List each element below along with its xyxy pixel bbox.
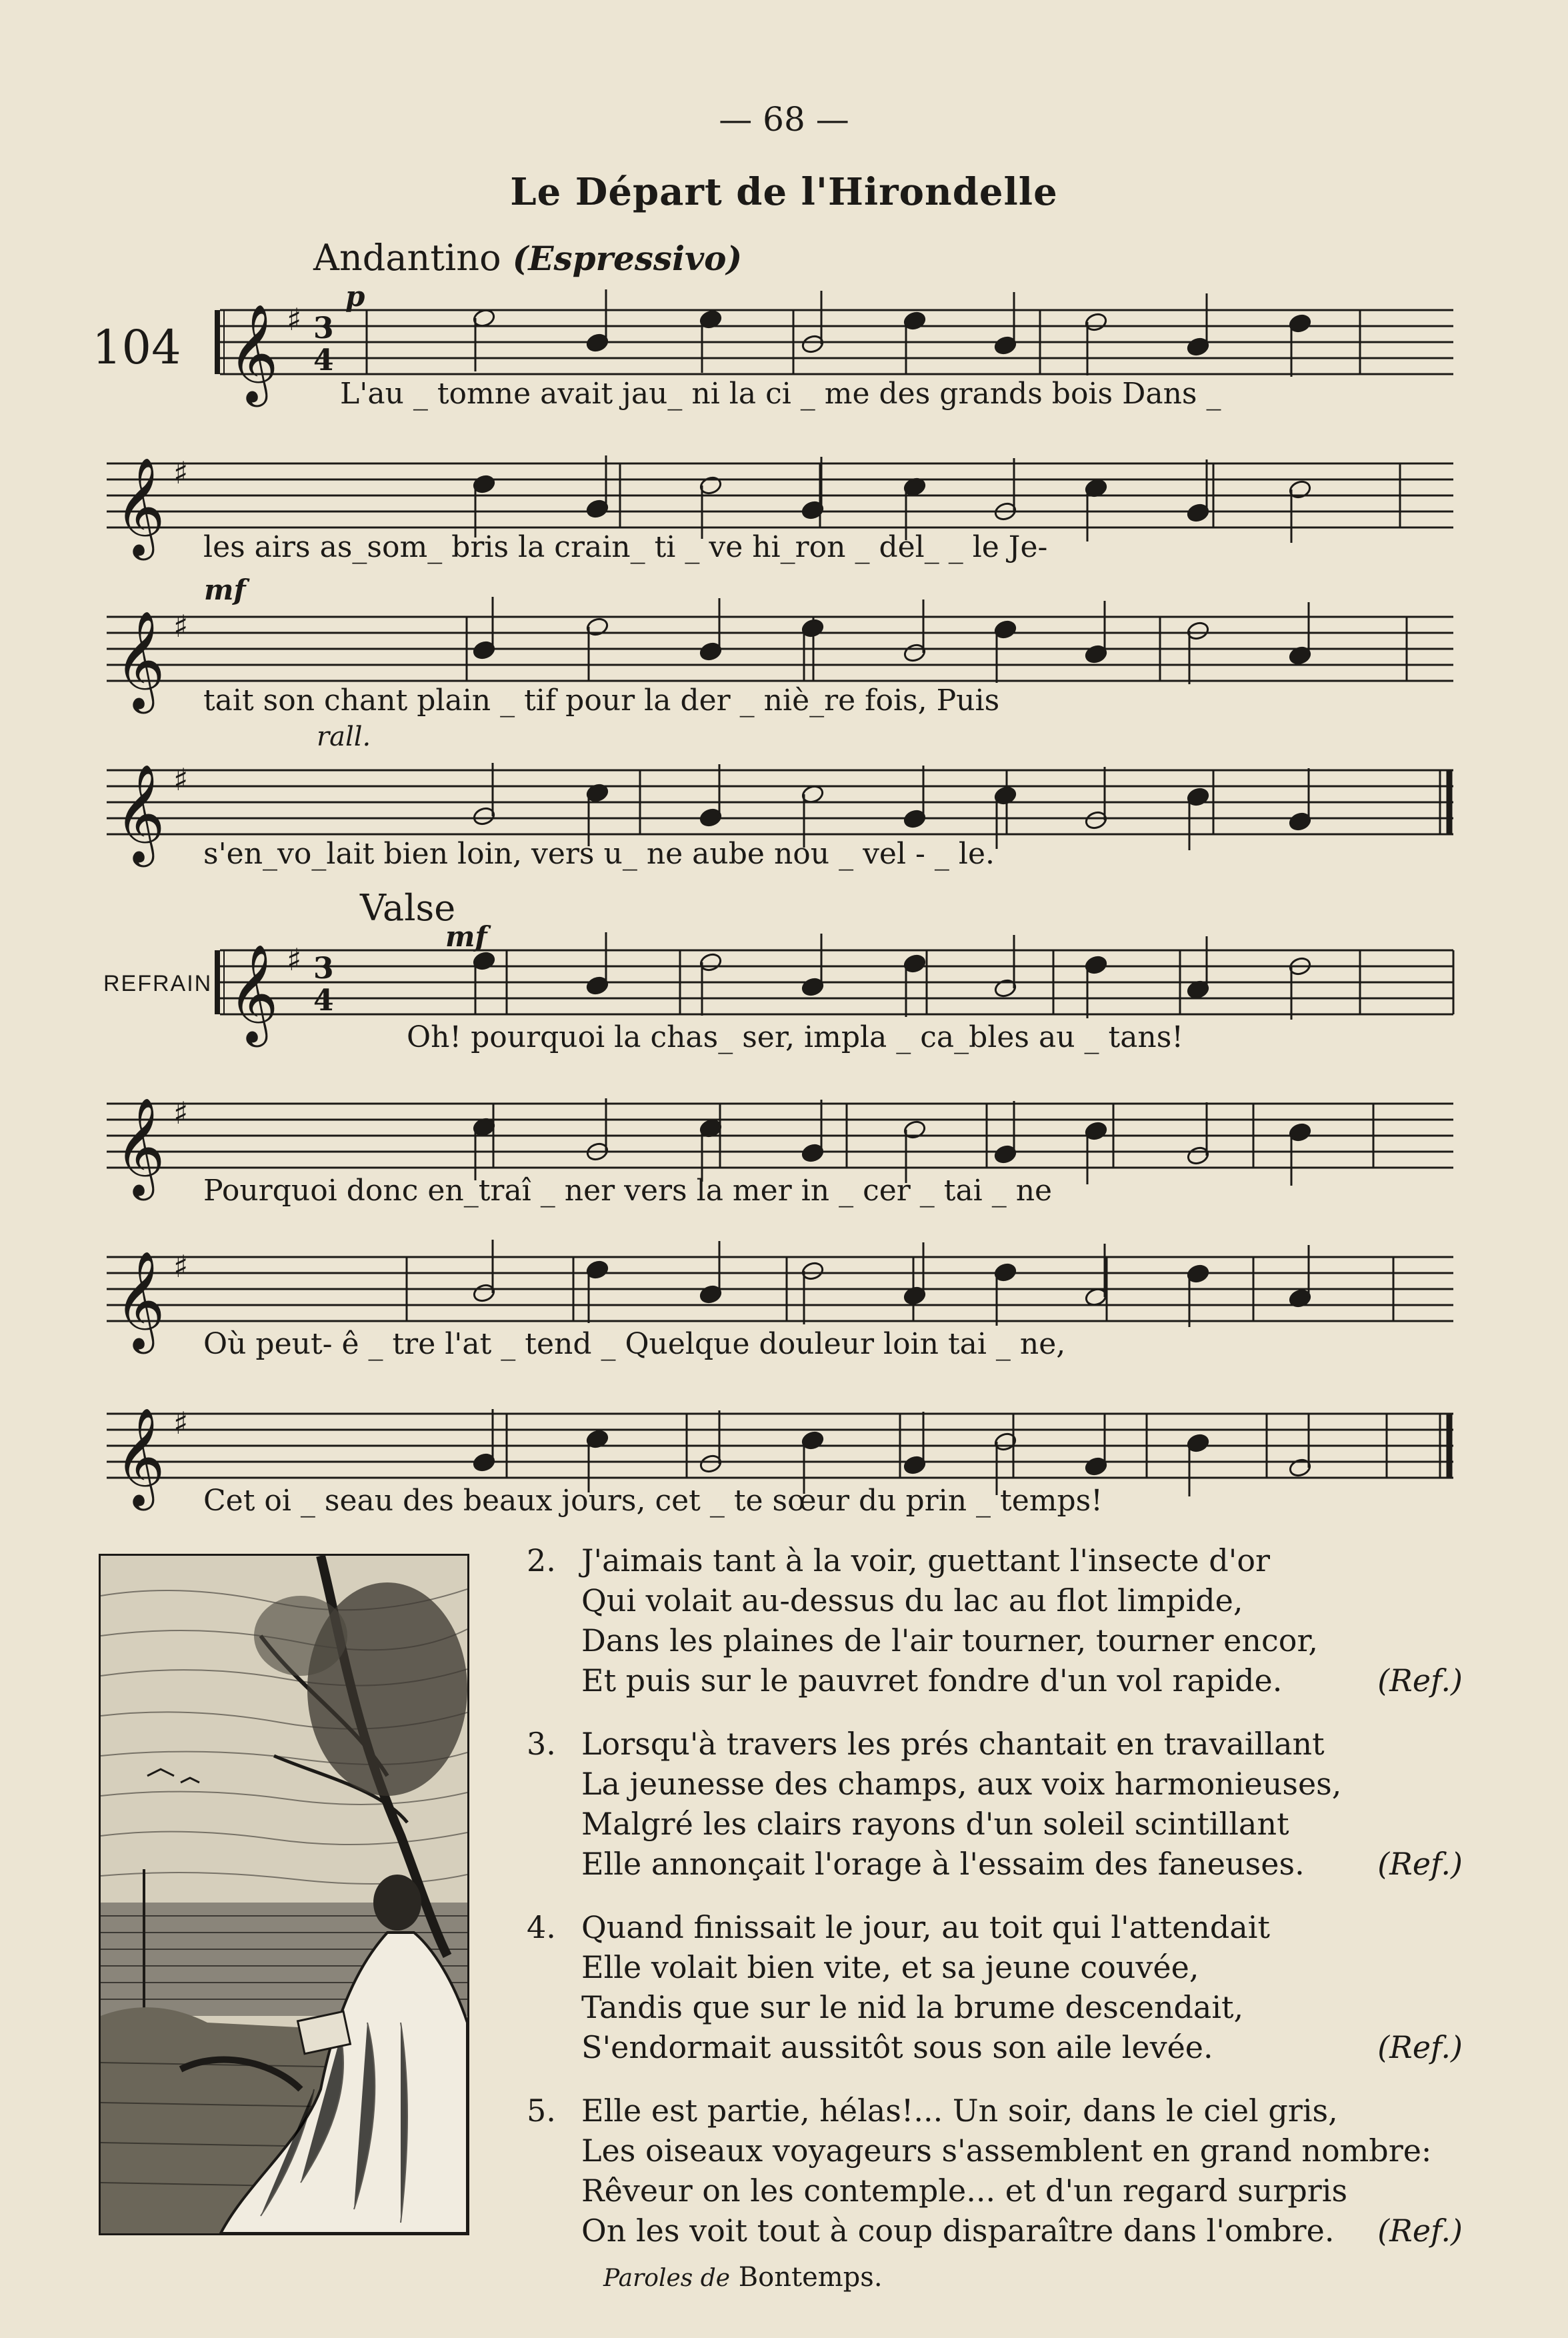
lyric-line: Où peut- ê _ tre l'at _ tend _ Quelque douleur loin tai _ ne, xyxy=(203,1327,1066,1361)
song-title: Le Départ de l'Hirondelle xyxy=(510,170,1058,214)
svg-text:4: 4 xyxy=(313,984,334,1018)
verse-block xyxy=(527,1907,1463,2074)
svg-text:3: 3 xyxy=(313,311,334,345)
verse-line: Lorsqu'à travers les prés chantait en travaillant xyxy=(581,1726,1325,1762)
lyric-line: Cet oi _ seau des beaux jours, cet _ te sœur du prin _ temps! xyxy=(203,1484,1103,1518)
refrain-reference: (Ref.) xyxy=(1377,1846,1463,1882)
sharp-icon: ♯ xyxy=(287,301,302,337)
verse-tempo-marking xyxy=(313,237,742,279)
verse-line: Tandis que sur le nid la brume descendait, xyxy=(581,1989,1244,2025)
refrain-label: REFRAIN xyxy=(103,971,213,996)
refrain-reference: (Ref.) xyxy=(1377,2029,1463,2065)
refrain-reference: (Ref.) xyxy=(1377,2213,1463,2249)
sharp-icon: ♯ xyxy=(287,942,302,978)
treble-clef-icon: 𝄞 xyxy=(115,457,165,556)
expression-marking: (Espressivo) xyxy=(512,239,743,278)
verse-line: S'endormait aussitôt sous son aile levée. xyxy=(581,2029,1213,2065)
verse-line: Quand finissait le jour, au toit qui l'attendait xyxy=(581,1909,1271,1945)
lyric-line: Oh! pourquoi la chas_ ser, impla _ ca_bles au _ tans! xyxy=(407,1020,1184,1054)
lyric-line: s'en_vo_lait bien loin, vers u_ ne aube nou _ vel - _ le. xyxy=(203,837,995,871)
sharp-icon: ♯ xyxy=(173,455,189,491)
verse-line: Dans les plaines de l'air tourner, tourner encor, xyxy=(581,1622,1319,1658)
song-number: 104 xyxy=(92,320,181,375)
sharp-icon: ♯ xyxy=(173,1248,189,1284)
svg-text:3: 3 xyxy=(313,952,334,986)
verse-block xyxy=(527,1724,1463,1891)
treble-clef-icon: 𝄞 xyxy=(228,944,279,1043)
lyric-line: tait son chant plain _ tif pour la der _ niè_re fois, Puis xyxy=(203,684,1000,718)
verse-line: Rêveur on les contemple... et d'un regard surpris xyxy=(581,2173,1348,2209)
verse-line: Et puis sur le pauvret fondre d'un vol rapide. xyxy=(581,1662,1283,1698)
sharp-icon: ♯ xyxy=(173,608,189,644)
treble-clef-icon: 𝄞 xyxy=(115,610,165,710)
lyric-line: les airs as_som_ bris la crain_ ti _ ve hi_ron _ del_ _ le Je- xyxy=(203,530,1048,564)
verse-number: 2. xyxy=(527,1542,556,1578)
verse-line: J'aimais tant à la voir, guettant l'insecte d'or xyxy=(581,1542,1271,1578)
verse-line: Elle est partie, hélas!... Un soir, dans le ciel gris, xyxy=(581,2093,1338,2129)
verse-line: On les voit tout à coup disparaître dans l'ombre. xyxy=(581,2213,1335,2249)
verse-line: Elle volait bien vite, et sa jeune couvée, xyxy=(581,1949,1199,1985)
dynamic-mezzo-forte: mf xyxy=(204,573,246,606)
verse-number: 5. xyxy=(527,2093,556,2129)
refrain-reference: (Ref.) xyxy=(1377,1662,1463,1698)
dynamic-mezzo-forte-refrain: mf xyxy=(445,920,487,953)
verse-number: 3. xyxy=(527,1726,556,1762)
sharp-icon: ♯ xyxy=(173,762,189,798)
tempo-andantino: Andantino xyxy=(313,237,501,279)
lyricist-credit xyxy=(603,2262,883,2293)
treble-clef-icon: 𝄞 xyxy=(115,1097,165,1196)
lyric-line: Pourquoi donc en_traî _ ner vers la mer in _ cer _ tai _ ne xyxy=(203,1174,1053,1208)
treble-clef-icon: 𝄞 xyxy=(115,1250,165,1350)
treble-clef-icon: 𝄞 xyxy=(115,1407,165,1506)
lyric-line: L'au _ tomne avait jau_ ni la ci _ me des grands bois Dans _ xyxy=(340,377,1221,411)
verse-line: Malgré les clairs rayons d'un soleil scintillant xyxy=(581,1806,1289,1842)
verse-line: Qui volait au-dessus du lac au flot limpide, xyxy=(581,1582,1243,1618)
illustration-woman-by-sea xyxy=(99,1554,469,2235)
sharp-icon: ♯ xyxy=(173,1095,189,1131)
svg-text:4: 4 xyxy=(313,343,334,377)
verse-line: Les oiseaux voyageurs s'assemblent en grand nombre: xyxy=(581,2133,1432,2169)
credit-prefix: Paroles de xyxy=(603,2265,731,2292)
verse-block xyxy=(527,2091,1463,2257)
dynamic-piano: p xyxy=(345,280,365,313)
verse-line: Elle annonçait l'orage à l'essaim des faneuses. xyxy=(581,1846,1305,1882)
credit-author: Bontemps. xyxy=(738,2262,883,2293)
page-number: — 68 — xyxy=(719,100,849,139)
verse-line: La jeunesse des champs, aux voix harmonieuses, xyxy=(581,1766,1342,1802)
dynamic-rallentando: rall. xyxy=(317,722,371,752)
refrain-tempo-marking: Valse xyxy=(360,887,456,929)
verse-block xyxy=(527,1540,1463,1707)
treble-clef-icon: 𝄞 xyxy=(228,303,279,403)
verse-number: 4. xyxy=(527,1909,556,1945)
treble-clef-icon: 𝄞 xyxy=(115,764,165,863)
sharp-icon: ♯ xyxy=(173,1405,189,1441)
